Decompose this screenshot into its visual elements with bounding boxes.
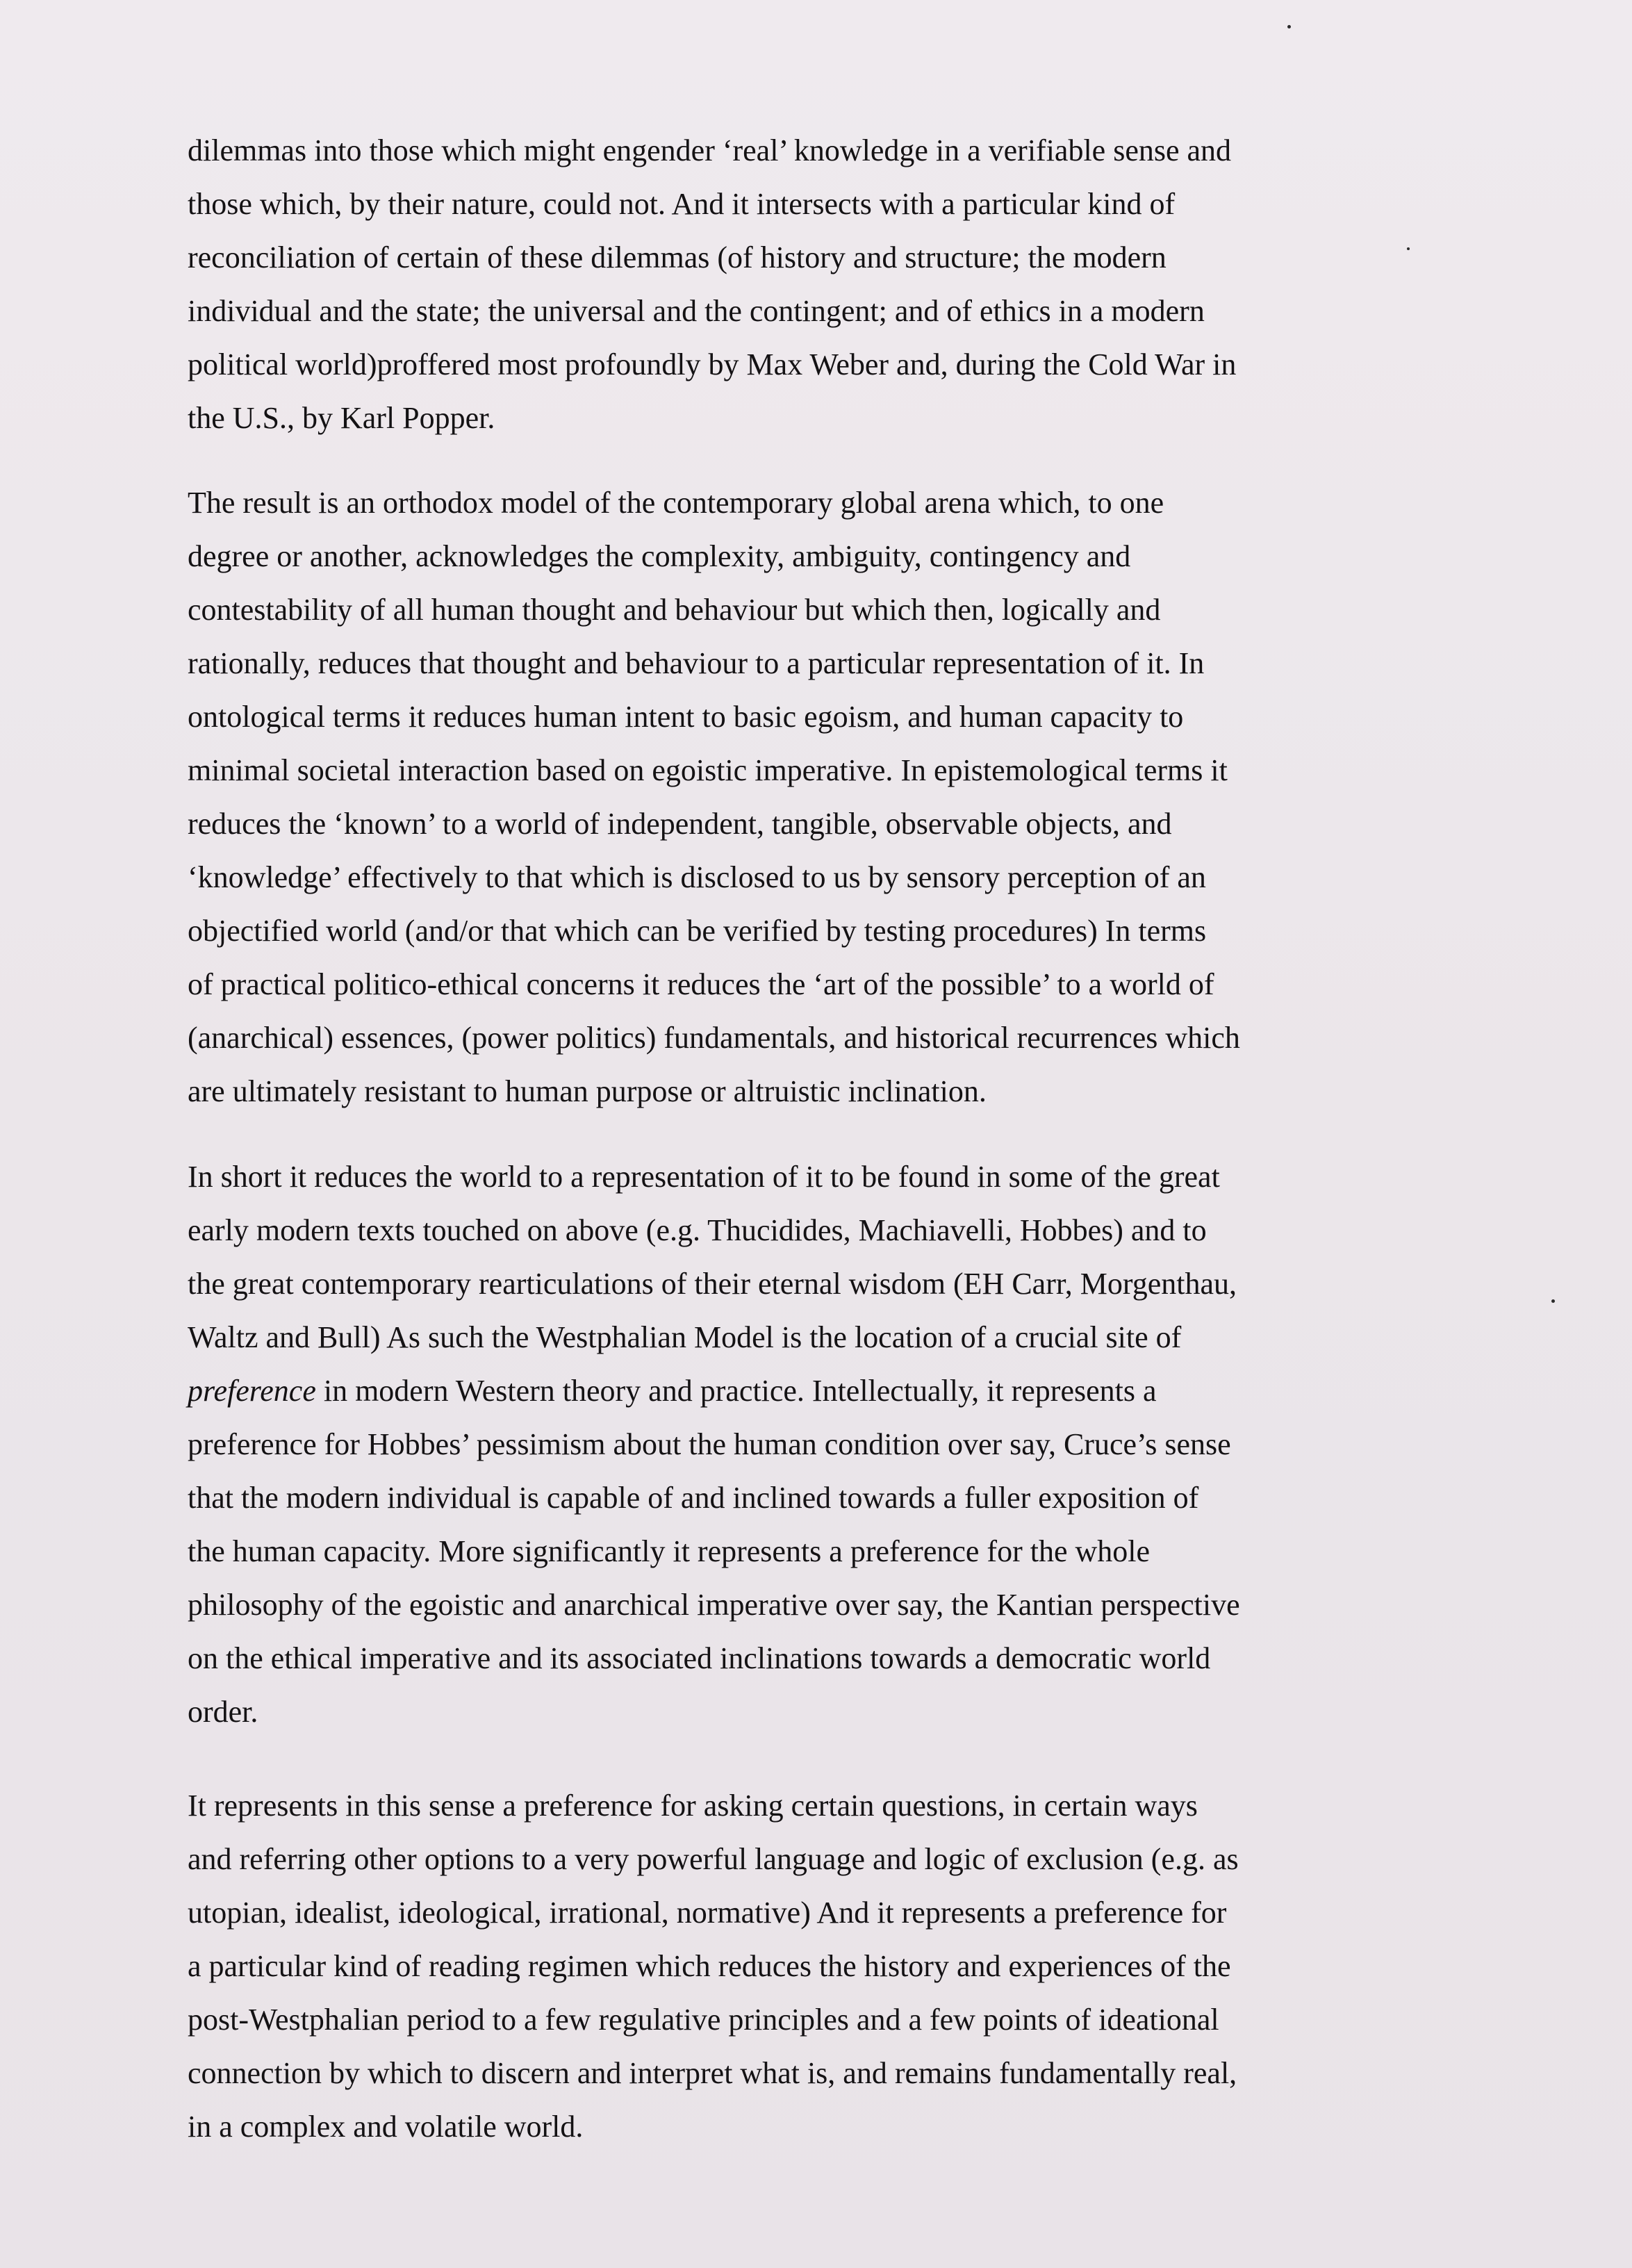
text-line: dilemmas into those which might engender ‘real’ knowledge in a verifiable sense and [188,133,1232,167]
text-line: It represents in this sense a preference for asking certain questions, in certain ways [188,1789,1198,1823]
paragraph-3 [188,1150,1431,1739]
text-line: Waltz and Bull) As such the Westphalian Model is the location of a crucial site of [188,1320,1182,1354]
text-line: degree or another, acknowledges the complexity, ambiguity, contingency and [188,539,1131,573]
scan-speck [1407,247,1410,250]
text-line: the U.S., by Karl Popper. [188,401,495,435]
text-line: that the modern individual is capable of and inclined towards a fuller exposition of [188,1481,1199,1515]
text-line: contestability of all human thought and behaviour but which then, logically and [188,593,1161,627]
paragraph-1 [188,124,1431,445]
text-line: post-Westphalian period to a few regulative principles and a few points of ideational [188,2003,1219,2037]
text-line: In short it reduces the world to a representation of it to be found in some of the great [188,1160,1220,1194]
paragraph-2 [188,476,1431,1118]
emphasized-word: preference [188,1374,316,1408]
scan-speck [1287,25,1291,28]
text-line: on the ethical imperative and its associated inclinations towards a democratic world [188,1641,1211,1675]
text-line: preference for Hobbes’ pessimism about the human condition over say, Cruce’s sense [188,1427,1231,1461]
text-line: early modern texts touched on above (e.g. Thucidides, Machiavelli, Hobbes) and to [188,1213,1207,1247]
text-line: individual and the state; the universal and the contingent; and of ethics in a modern [188,294,1205,328]
text-line: The result is an orthodox model of the contemporary global arena which, to one [188,486,1164,520]
text-line: political world)proffered most profoundly by Max Weber and, during the Cold War in [188,347,1237,381]
text-line: reconciliation of certain of these dilemmas (of history and structure; the modern [188,240,1167,274]
paragraph-4 [188,1779,1431,2153]
text-line: (anarchical) essences, (power politics) fundamentals, and historical recurrences which [188,1021,1240,1055]
text-line-with-emphasis [188,1364,1431,1418]
text-line: a particular kind of reading regimen which reduces the history and experiences of the [188,1949,1231,1983]
text-line: and referring other options to a very powerful language and logic of exclusion (e.g. as [188,1842,1239,1876]
text-line-rest: in modern Western theory and practice. Intellectually, it represents a [315,1374,1157,1408]
text-line: of practical politico-ethical concerns it reduces the ‘art of the possible’ to a world of [188,967,1214,1001]
text-line: ‘knowledge’ effectively to that which is disclosed to us by sensory perception of an [188,860,1206,894]
text-line: those which, by their nature, could not. And it intersects with a particular kind of [188,187,1176,221]
text-line: ontological terms it reduces human intent to basic egoism, and human capacity to [188,700,1184,734]
text-line: in a complex and volatile world. [188,2110,584,2144]
text-line: are ultimately resistant to human purpose or altruistic inclination. [188,1074,987,1108]
text-line: minimal societal interaction based on egoistic imperative. In epistemological terms it [188,753,1228,787]
text-line: connection by which to discern and interpret what is, and remains fundamentally real, [188,2056,1237,2090]
scan-speck [1551,1299,1555,1303]
text-line: reduces the ‘known’ to a world of independent, tangible, observable objects, and [188,807,1172,841]
text-line: the great contemporary rearticulations of their eternal wisdom (EH Carr, Morgenthau, [188,1267,1237,1301]
text-line: utopian, idealist, ideological, irrational, normative) And it represents a preference for [188,1896,1227,1930]
text-line: the human capacity. More significantly it represents a preference for the whole [188,1534,1151,1568]
text-line: philosophy of the egoistic and anarchical imperative over say, the Kantian perspective [188,1588,1240,1622]
text-line: objectified world (and/or that which can be verified by testing procedures) In terms [188,914,1207,948]
text-line: rationally, reduces that thought and behaviour to a particular representation of it. In [188,646,1205,680]
text-line: order. [188,1695,258,1729]
